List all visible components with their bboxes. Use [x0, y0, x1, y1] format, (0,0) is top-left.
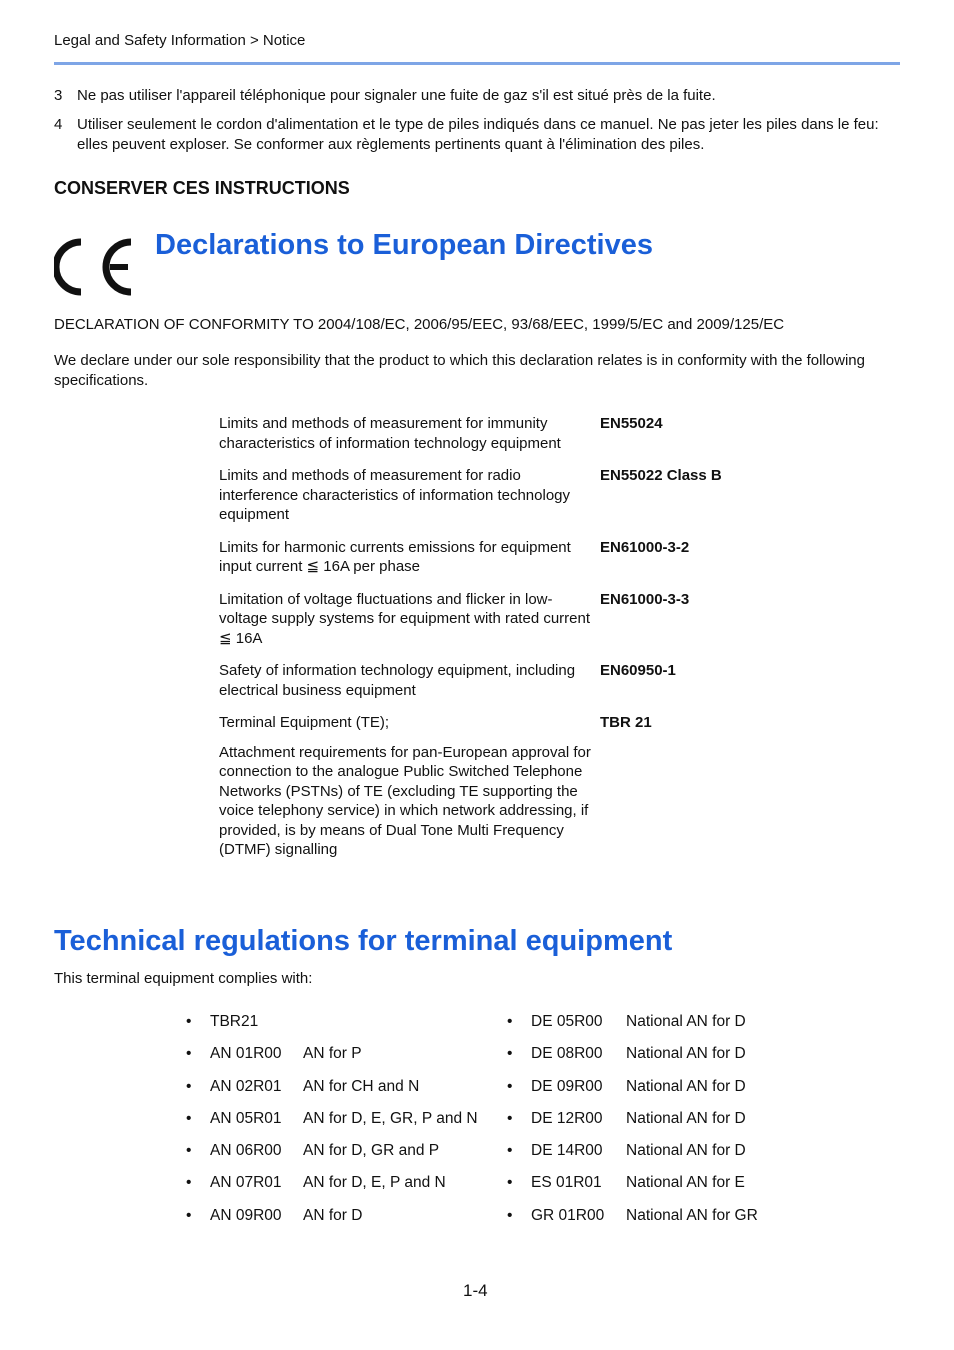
regulation-scope: AN for D [303, 1206, 363, 1224]
regulation-code: TBR21 [210, 1013, 259, 1030]
bullet: • [507, 1206, 513, 1224]
regulation-scope: AN for CH and N [303, 1077, 420, 1095]
regulation-scope: AN for D, E, P and N [303, 1174, 446, 1192]
regulation-code: DE 05R00 [531, 1013, 603, 1030]
bullet: • [186, 1109, 192, 1127]
ce-mark-icon [54, 238, 136, 296]
page-number: 1-4 [463, 1281, 488, 1300]
spec-description: Terminal Equipment (TE); [219, 714, 390, 731]
regulation-scope: National AN for GR [626, 1206, 758, 1224]
spec-code: EN61000-3-3 [600, 590, 690, 608]
spec-row [219, 590, 779, 649]
item-text: Ne pas utiliser l'appareil téléphonique pour signaler une fuite de gaz s'il est situé près de la fuite. [77, 87, 716, 104]
regulation-code: AN 05R01 [210, 1109, 282, 1127]
regulation-scope: National AN for E [626, 1174, 745, 1192]
regulation-code: AN 07R01 [210, 1174, 282, 1192]
bullet: • [186, 1013, 192, 1030]
regulation-scope: National AN for D [626, 1109, 746, 1127]
regulation-code: DE 09R00 [531, 1077, 603, 1095]
bullet: • [186, 1045, 192, 1063]
regulation-code: DE 14R00 [531, 1142, 603, 1160]
bullet: • [507, 1174, 513, 1192]
numbered-item [54, 86, 904, 106]
responsibility-statement: We declare under our sole responsibility that the product to which this declaration relates is in conformity with the following specifications. [54, 352, 865, 389]
header-divider [54, 62, 900, 65]
breadcrumb: Legal and Safety Information > Notice [54, 32, 306, 49]
technical-regulations-title: Technical regulations for terminal equipment [54, 925, 673, 957]
bullet: • [186, 1174, 192, 1192]
regulation-scope: National AN for D [626, 1045, 746, 1063]
spec-code: EN55024 [600, 415, 663, 432]
item-number: 3 [54, 87, 63, 104]
spec-description: Attachment requirements for pan-European approval for connection to the analogue Public Switched Telephone Networks (PSTNs) of TE (excluding TE supporting the voice telephony service) in which network addressing, if provided, is by means of Dual Tone Multi Frequency (DTMF) signalling [219, 743, 591, 858]
bullet: • [507, 1142, 513, 1160]
regulation-code: AN 01R00 [210, 1045, 282, 1063]
spec-code: EN55022 Class B [600, 467, 722, 484]
spec-row [219, 414, 779, 453]
spec-row [219, 538, 779, 577]
regulation-scope: National AN for D [626, 1077, 746, 1095]
regulation-code: ES 01R01 [531, 1174, 602, 1192]
spec-description: Limits and methods of measurement for immunity characteristics of information technology equipment [219, 415, 561, 452]
compliance-intro: This terminal equipment complies with: [54, 970, 313, 987]
spec-code: TBR 21 [600, 714, 652, 731]
spec-row [219, 743, 779, 860]
spec-description: Limits and methods of measurement for radio interference characteristics of information technology equipment [219, 467, 571, 523]
regulation-code: GR 01R00 [531, 1206, 605, 1224]
conformity-line: DECLARATION OF CONFORMITY TO 2004/108/EC, 2006/95/EEC, 93/68/EEC, 1999/5/EC and 2009/125/EC [54, 316, 785, 333]
spec-code: EN61000-3-2 [600, 538, 690, 556]
bullet: • [186, 1077, 192, 1095]
regulation-code: AN 09R00 [210, 1206, 282, 1224]
regulation-code: DE 12R00 [531, 1109, 603, 1127]
regulation-code: AN 02R01 [210, 1077, 282, 1095]
regulation-code: DE 08R00 [531, 1045, 603, 1063]
spec-table [219, 414, 779, 860]
bullet: • [507, 1013, 513, 1030]
bullet: • [507, 1045, 513, 1063]
bullet: • [507, 1077, 513, 1095]
bullet: • [186, 1206, 192, 1224]
spec-description: Safety of information technology equipment, including electrical business equipment [219, 662, 576, 699]
bullet: • [507, 1109, 513, 1127]
spec-code: EN60950-1 [600, 662, 676, 679]
spec-row [219, 661, 779, 700]
numbered-item [54, 115, 904, 154]
item-number: 4 [54, 116, 63, 133]
regulation-scope: AN for P [303, 1045, 362, 1063]
regulation-code: AN 06R00 [210, 1142, 282, 1160]
spec-row [219, 466, 779, 525]
regulation-scope: AN for D, GR and P [303, 1142, 440, 1160]
declarations-title: Declarations to European Directives [155, 229, 653, 261]
conserver-heading: CONSERVER CES INSTRUCTIONS [54, 178, 350, 198]
spec-row [219, 713, 779, 733]
regulation-scope: AN for D, E, GR, P and N [303, 1109, 478, 1127]
spec-description: Limits for harmonic currents emissions for equipment input current ≦ 16A per phase [219, 538, 571, 575]
regulation-scope: National AN for D [626, 1142, 746, 1160]
item-text: Utiliser seulement le cordon d'alimentation et le type de piles indiqués dans ce manuel. Ne pas jeter les piles dans le feu: elles peuvent exploser. Se conformer aux règlements pertinents quant à l'élimination des piles. [77, 116, 879, 153]
bullet: • [186, 1142, 192, 1160]
spec-description: Limitation of voltage fluctuations and flicker in low-voltage supply systems for equipment with rated current ≦ 16A [219, 590, 591, 647]
regulation-scope: National AN for D [626, 1013, 746, 1030]
